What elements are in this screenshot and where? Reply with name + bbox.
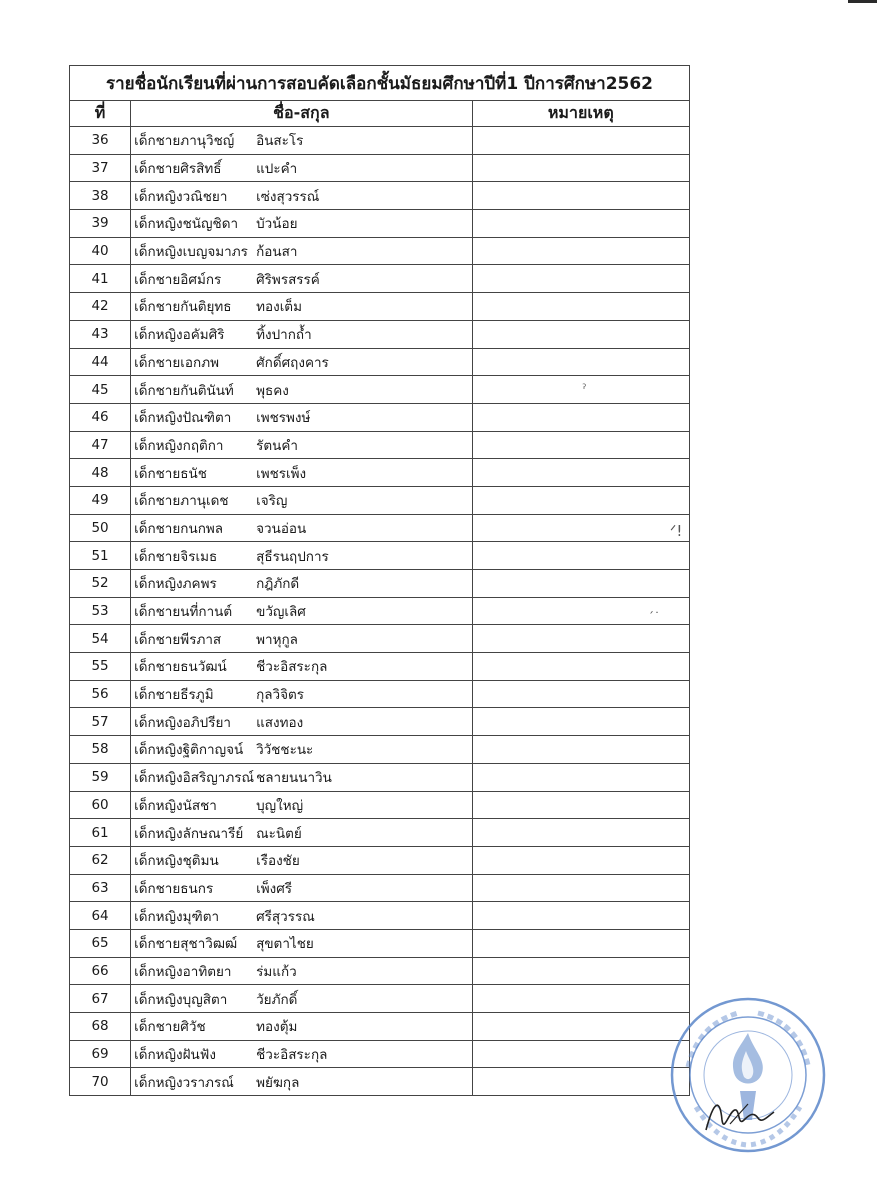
note-cell	[472, 431, 689, 459]
student-last-name: ทองเต็ม	[255, 295, 302, 317]
student-name-cell	[131, 929, 473, 957]
student-last-name: ศรีสุวรรณ	[255, 905, 315, 927]
note-cell	[472, 1013, 689, 1041]
student-first-name: เด็กชายพีรภาส	[134, 631, 222, 648]
student-name-cell	[131, 597, 473, 625]
student-last-name: พยัฆกุล	[255, 1071, 299, 1093]
table-row	[70, 985, 690, 1013]
row-number: 56	[70, 680, 131, 708]
student-name-cell	[131, 486, 473, 514]
row-number: 45	[70, 376, 131, 404]
row-number: 66	[70, 957, 131, 985]
student-first-name: เด็กหญิงชนัญชิดา	[134, 216, 239, 233]
row-number: 53	[70, 597, 131, 625]
note-cell	[472, 459, 689, 487]
student-last-name: พุธคง	[255, 379, 289, 401]
row-number: 67	[70, 985, 131, 1013]
student-name-cell	[131, 874, 473, 902]
student-name-cell	[131, 542, 473, 570]
student-name-cell	[131, 403, 473, 431]
student-first-name: เด็กชายกนกพล	[134, 520, 224, 537]
student-name-cell	[131, 957, 473, 985]
table-row	[70, 376, 690, 404]
row-number: 60	[70, 791, 131, 819]
student-first-name: เด็กหญิงวราภรณ์	[134, 1074, 234, 1091]
row-number: 62	[70, 846, 131, 874]
student-last-name: เจริญ	[255, 489, 287, 511]
row-number: 46	[70, 403, 131, 431]
student-name-cell	[131, 348, 473, 376]
student-last-name: แปะคำ	[255, 157, 297, 179]
student-first-name: เด็กชายธีรภูมิ	[134, 687, 214, 704]
student-first-name: เด็กชายธนกร	[134, 880, 214, 897]
student-first-name: เด็กหญิงนัสชา	[134, 797, 217, 814]
student-first-name: เด็กหญิงวณิชยา	[134, 188, 228, 205]
table-row	[70, 237, 690, 265]
student-last-name: รัตนคำ	[255, 434, 298, 456]
row-number: 61	[70, 819, 131, 847]
row-number: 36	[70, 127, 131, 155]
note-cell	[472, 736, 689, 764]
row-number: 47	[70, 431, 131, 459]
note-cell	[472, 570, 689, 598]
student-last-name: จวนอ่อน	[255, 517, 306, 539]
student-last-name: ชีวะอิสระกุล	[255, 1043, 327, 1065]
note-cell	[472, 348, 689, 376]
row-number: 68	[70, 1013, 131, 1041]
student-name-cell	[131, 653, 473, 681]
note-cell	[472, 293, 689, 321]
student-name-cell	[131, 846, 473, 874]
student-last-name: เพ็งศรี	[255, 877, 292, 899]
table-row	[70, 293, 690, 321]
student-name-cell	[131, 265, 473, 293]
table-row	[70, 763, 690, 791]
student-last-name: เรืองชัย	[255, 849, 300, 871]
student-name-cell	[131, 459, 473, 487]
note-cell	[472, 237, 689, 265]
student-name-cell	[131, 1068, 473, 1096]
table-row	[70, 348, 690, 376]
table-row	[70, 1040, 690, 1068]
table-row	[70, 902, 690, 930]
student-rows	[70, 127, 690, 1096]
student-first-name: เด็กชายธนวัฒน์	[134, 659, 227, 676]
table-row	[70, 127, 690, 155]
student-name-cell	[131, 791, 473, 819]
student-first-name: เด็กชายจิรเมธ	[134, 548, 218, 565]
student-last-name: กุลวิจิตร	[255, 683, 304, 705]
table-row	[70, 431, 690, 459]
note-cell	[472, 874, 689, 902]
note-cell	[472, 210, 689, 238]
student-name-cell	[131, 293, 473, 321]
table-row	[70, 874, 690, 902]
row-number: 50	[70, 514, 131, 542]
student-name-cell	[131, 625, 473, 653]
note-cell	[472, 819, 689, 847]
table-row	[70, 653, 690, 681]
student-name-cell	[131, 376, 473, 404]
student-last-name: เพชรเพ็ง	[255, 462, 306, 484]
student-name-cell	[131, 708, 473, 736]
student-first-name: เด็กหญิงฐิติกาญจน์	[134, 742, 244, 759]
student-name-cell	[131, 127, 473, 155]
student-name-cell	[131, 985, 473, 1013]
table-row	[70, 597, 690, 625]
student-last-name: ศิริพรสรรค์	[255, 268, 320, 290]
table-row	[70, 846, 690, 874]
student-name-cell	[131, 763, 473, 791]
note-cell	[472, 320, 689, 348]
row-number: 49	[70, 486, 131, 514]
student-name-cell	[131, 902, 473, 930]
note-cell	[472, 625, 689, 653]
student-name-cell	[131, 1013, 473, 1041]
student-last-name: ณะนิตย์	[255, 822, 302, 844]
row-number: 59	[70, 763, 131, 791]
student-first-name: เด็กหญิงอคัมศิริ	[134, 327, 225, 344]
note-cell	[472, 957, 689, 985]
note-cell	[472, 154, 689, 182]
student-first-name: เด็กหญิงอิสริญาภรณ์	[134, 770, 254, 787]
table-row	[70, 929, 690, 957]
student-last-name: ทิ้งปากถ้ำ	[255, 323, 312, 345]
note-cell	[472, 763, 689, 791]
row-number: 43	[70, 320, 131, 348]
student-first-name: เด็กหญิงมุฑิตา	[134, 908, 220, 925]
note-cell	[472, 265, 689, 293]
note-cell	[472, 902, 689, 930]
table-row	[70, 486, 690, 514]
student-last-name: บุญใหญ่	[255, 794, 303, 816]
note-cell	[472, 514, 689, 542]
student-name-cell	[131, 1040, 473, 1068]
table-row	[70, 819, 690, 847]
student-last-name: เพชรพงษ์	[255, 406, 310, 428]
student-first-name: เด็กหญิงฝันฟัง	[134, 1047, 216, 1064]
student-first-name: เด็กชายศิวัช	[134, 1019, 206, 1036]
table-row	[70, 1068, 690, 1096]
row-number: 41	[70, 265, 131, 293]
table-row	[70, 210, 690, 238]
student-last-name: พาหุกูล	[255, 628, 298, 650]
student-first-name: เด็กชายเอกภพ	[134, 354, 219, 371]
student-first-name: เด็กหญิงอาทิตยา	[134, 963, 232, 980]
row-number: 39	[70, 210, 131, 238]
student-first-name: เด็กชายภานุวิชญ์	[134, 133, 235, 150]
note-cell	[472, 376, 689, 404]
table-row	[70, 708, 690, 736]
student-last-name: อินสะโร	[255, 129, 303, 151]
row-number: 64	[70, 902, 131, 930]
scan-mark: ˀ	[582, 382, 587, 396]
table-row	[70, 680, 690, 708]
table-row	[70, 154, 690, 182]
table-row	[70, 570, 690, 598]
student-name-cell	[131, 514, 473, 542]
table-row	[70, 625, 690, 653]
student-last-name: ร่มแก้ว	[255, 960, 297, 982]
note-cell	[472, 846, 689, 874]
student-name-cell	[131, 237, 473, 265]
student-first-name: เด็กชายธนัช	[134, 465, 207, 482]
note-cell	[472, 486, 689, 514]
row-number: 70	[70, 1068, 131, 1096]
row-number: 44	[70, 348, 131, 376]
header-row	[70, 101, 690, 127]
note-cell	[472, 653, 689, 681]
table-row	[70, 514, 690, 542]
table-row	[70, 1013, 690, 1041]
student-first-name: เด็กชายกันติยุทธ	[134, 299, 232, 316]
student-name-cell	[131, 431, 473, 459]
student-name-cell	[131, 736, 473, 764]
student-first-name: เด็กหญิงภคพร	[134, 576, 217, 593]
row-number: 40	[70, 237, 131, 265]
note-cell	[472, 127, 689, 155]
note-cell	[472, 791, 689, 819]
row-number: 69	[70, 1040, 131, 1068]
student-name-cell	[131, 154, 473, 182]
student-last-name: เซ่งสุวรรณ์	[255, 185, 319, 207]
student-last-name: สุขตาไชย	[255, 932, 314, 954]
table-row	[70, 459, 690, 487]
row-number: 38	[70, 182, 131, 210]
student-name-cell	[131, 320, 473, 348]
table-row	[70, 265, 690, 293]
student-first-name: เด็กหญิงบุญสิตา	[134, 991, 228, 1008]
student-name-cell	[131, 570, 473, 598]
table-row	[70, 182, 690, 210]
student-last-name: กฎิภักดี	[255, 572, 299, 594]
student-last-name: ศักดิ์ศฤงคาร	[255, 351, 329, 373]
student-last-name: แสงทอง	[255, 711, 303, 733]
table-row	[70, 403, 690, 431]
student-first-name: เด็กชายศิรสิทธิ์	[134, 161, 222, 178]
student-last-name: บัวน้อย	[255, 212, 297, 234]
row-number: 57	[70, 708, 131, 736]
row-number: 63	[70, 874, 131, 902]
handwritten-signature-icon	[700, 1090, 780, 1140]
row-number: 52	[70, 570, 131, 598]
student-first-name: เด็กชายกันตินันท์	[134, 382, 234, 399]
note-cell	[472, 680, 689, 708]
note-cell	[472, 182, 689, 210]
student-last-name: ทองตุ้ม	[255, 1015, 297, 1037]
student-list-table	[69, 65, 690, 1096]
student-first-name: เด็กชายนที่กานต์	[134, 604, 233, 621]
row-number: 42	[70, 293, 131, 321]
row-number: 58	[70, 736, 131, 764]
row-number: 37	[70, 154, 131, 182]
student-last-name: ชลายนนาวิน	[255, 766, 332, 788]
scan-edge-mark	[848, 0, 877, 3]
student-last-name: วัยภักดิ์	[255, 988, 297, 1010]
student-last-name: สุธีรนฤปการ	[255, 545, 329, 567]
row-number: 48	[70, 459, 131, 487]
note-cell	[472, 929, 689, 957]
header-note: หมายเหตุ	[472, 101, 689, 127]
table-row	[70, 542, 690, 570]
header-no: ที่	[70, 101, 131, 127]
table-row	[70, 736, 690, 764]
note-cell	[472, 708, 689, 736]
student-first-name: เด็กหญิงเบญจมาภร	[134, 244, 248, 261]
header-name: ชื่อ-สกุล	[131, 101, 473, 127]
student-first-name: เด็กหญิงปัณฑิตา	[134, 410, 232, 427]
row-number: 55	[70, 653, 131, 681]
student-first-name: เด็กหญิงอภิปรียา	[134, 714, 231, 731]
student-name-cell	[131, 182, 473, 210]
student-last-name: วิวัชชะนะ	[255, 738, 313, 760]
note-cell	[472, 1068, 689, 1096]
student-name-cell	[131, 680, 473, 708]
note-cell	[472, 985, 689, 1013]
title-row	[70, 66, 690, 101]
student-last-name: ก้อนสา	[255, 240, 297, 262]
student-first-name: เด็กหญิงกฤติกา	[134, 437, 224, 454]
student-first-name: เด็กชายสุชาวิฒฒ์	[134, 936, 238, 953]
student-name-cell	[131, 819, 473, 847]
student-first-name: เด็กชายภานุเดช	[134, 493, 229, 510]
student-last-name: ขวัญเลิศ	[255, 600, 306, 622]
note-cell	[472, 1040, 689, 1068]
table-row	[70, 320, 690, 348]
note-cell	[472, 542, 689, 570]
note-cell	[472, 403, 689, 431]
student-first-name: เด็กหญิงชุติมน	[134, 853, 219, 870]
row-number: 51	[70, 542, 131, 570]
table-row	[70, 957, 690, 985]
document-title: รายชื่อนักเรียนที่ผ่านการสอบคัดเลือกชั้นมัธยมศึกษาปีที่1 ปีการศึกษา2562	[70, 66, 690, 101]
student-first-name: เด็กหญิงลักษณารีย์	[134, 825, 244, 842]
table-row	[70, 791, 690, 819]
row-number: 65	[70, 929, 131, 957]
student-first-name: เด็กชายอิศม์กร	[134, 271, 222, 288]
student-name-cell	[131, 210, 473, 238]
row-number: 54	[70, 625, 131, 653]
scan-mark: ˊ˙	[648, 610, 660, 624]
student-last-name: ชีวะอิสระกุล	[255, 655, 327, 677]
scan-mark: ᐟ!	[670, 522, 683, 540]
